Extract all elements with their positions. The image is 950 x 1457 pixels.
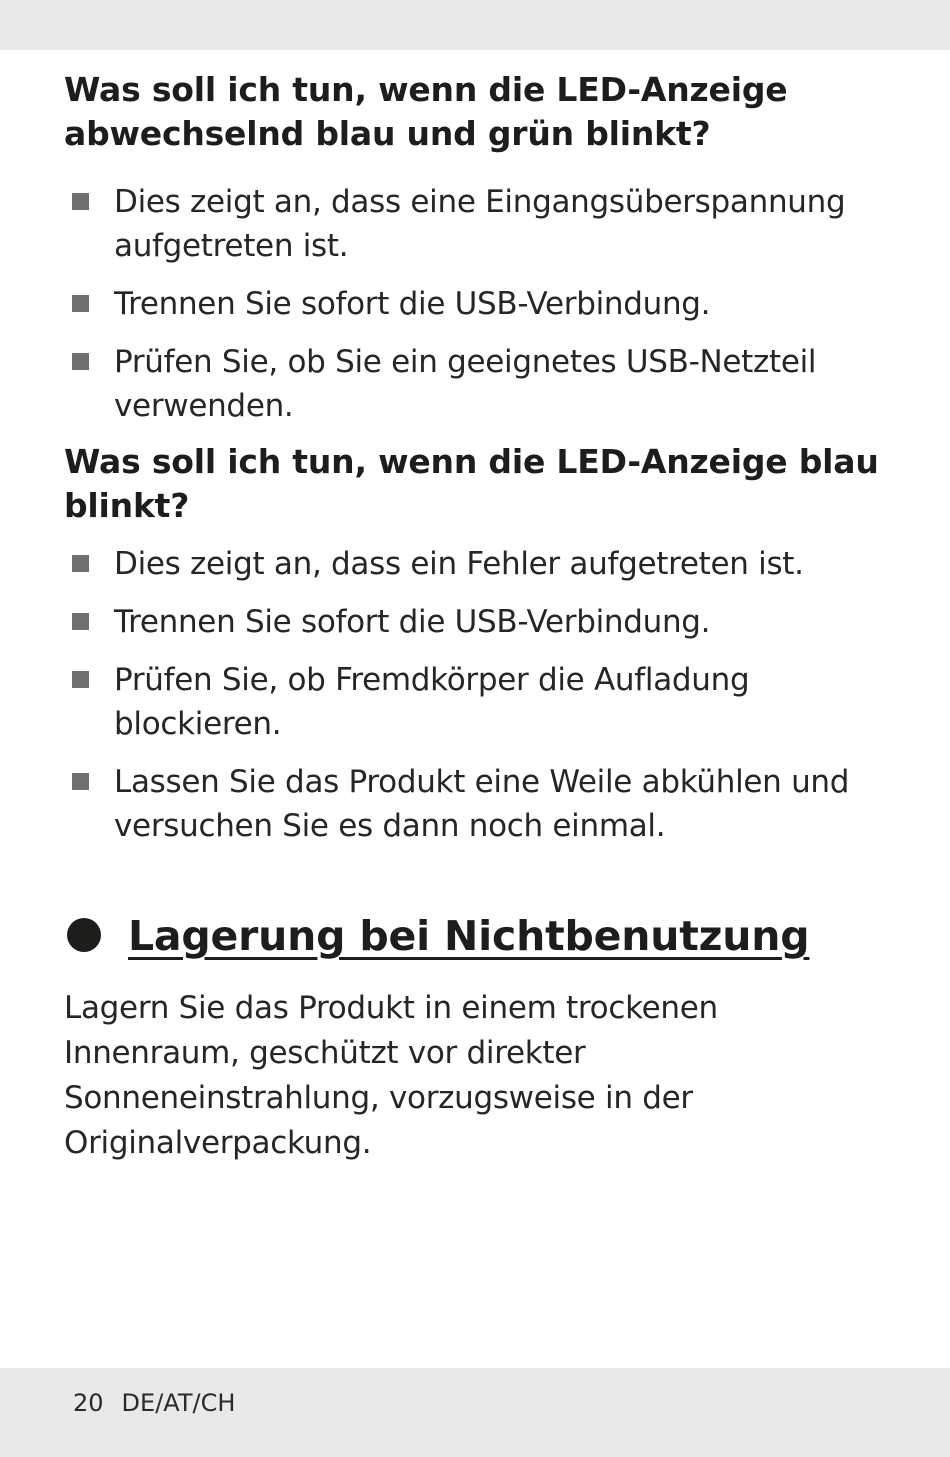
list-item-text: Trennen Sie sofort die USB-Verbindung. — [114, 604, 711, 640]
faq-question-1: Was soll ich tun, wenn die LED-Anzeige abwechselnd blau und grün blinkt? — [64, 70, 788, 153]
page-content — [64, 68, 884, 1166]
square-bullet-icon — [72, 295, 89, 312]
list-item — [64, 542, 884, 586]
list-item — [64, 282, 884, 326]
section-title: Lagerung bei Nichtbenutzung — [128, 912, 810, 960]
list-item-text: Trennen Sie sofort die USB-Verbindung. — [114, 286, 711, 322]
faq-answer-list-2 — [64, 542, 884, 848]
square-bullet-icon — [72, 353, 89, 370]
list-item-text: Dies zeigt an, dass ein Fehler aufgetreten ist. — [114, 546, 804, 582]
top-band — [0, 0, 950, 50]
list-item-text: Dies zeigt an, dass eine Eingangsüberspannung aufgetreten ist. — [114, 184, 846, 264]
square-bullet-icon — [72, 773, 89, 790]
filled-circle-icon — [67, 918, 101, 952]
square-bullet-icon — [72, 613, 89, 630]
list-item-text: Prüfen Sie, ob Sie ein geeignetes USB-Netzteil verwenden. — [114, 344, 817, 424]
list-item-text: Lassen Sie das Produkt eine Weile abkühlen und versuchen Sie es dann noch einmal. — [114, 764, 850, 844]
list-item — [64, 658, 884, 746]
list-item — [64, 600, 884, 644]
section-heading — [64, 908, 884, 964]
page-number: 20 — [73, 1389, 104, 1417]
list-item-text: Prüfen Sie, ob Fremdkörper die Aufladung blockieren. — [114, 662, 750, 742]
list-item — [64, 180, 884, 268]
region-label: DE/AT/CH — [121, 1389, 236, 1417]
storage-paragraph: Lagern Sie das Produkt in einem trockenen Innenraum, geschützt vor direkter Sonneneinstrahlung, vorzugsweise in der Originalverpackung. — [64, 990, 718, 1161]
faq-answer-list-1 — [64, 180, 884, 428]
page-footer — [73, 1387, 235, 1419]
list-item — [64, 760, 884, 848]
square-bullet-icon — [72, 193, 89, 210]
faq-question-2: Was soll ich tun, wenn die LED-Anzeige blau blinkt? — [64, 442, 879, 525]
square-bullet-icon — [72, 555, 89, 572]
list-item — [64, 340, 884, 428]
square-bullet-icon — [72, 671, 89, 688]
